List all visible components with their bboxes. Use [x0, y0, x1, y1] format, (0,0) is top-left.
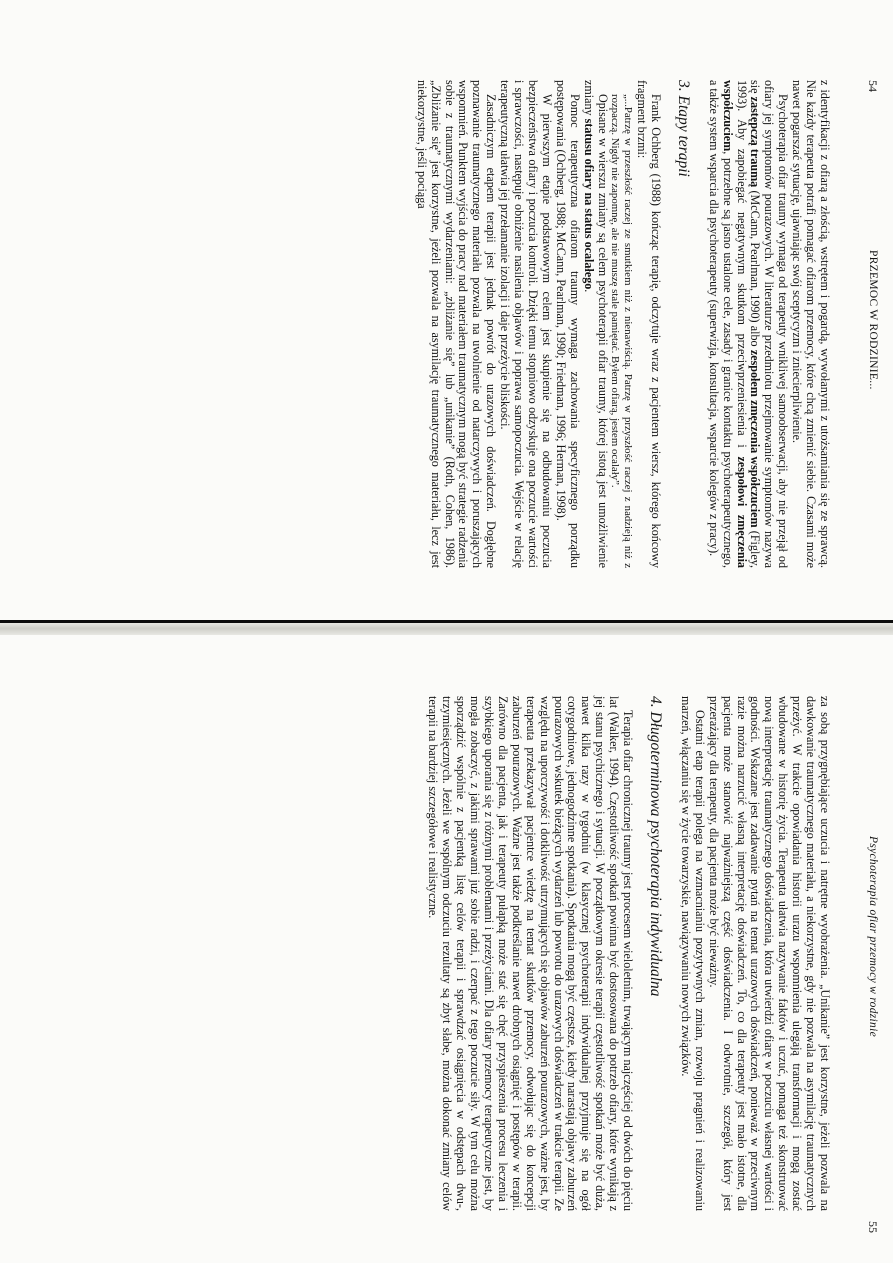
paragraph: W pierwszym etapie podstawowym celem jest skupienie się na odbudowaniu poczucia bezpieczeństwa ofiary i poczucia kontroli. Dzięki temu stopniowo odzyskuje ona poczucie wartości i sprawczości, następuje obniżenie nasilenia objawów i poprawa samopoczucia. Wejście w relację terapeutyczną ułatwia jej przełamanie izolacji i daje przeżycie bliskości. [498, 80, 554, 568]
right-page [0, 636, 893, 1263]
paragraph [581, 80, 609, 568]
paragraph [706, 80, 789, 568]
section-title-3: 3. Etapy terapii [674, 80, 692, 177]
paragraph-text: Pomoc terapeutyczna ofiarom traumy wymaga zachowania specyficznego porządku postępowania (Ochberg, 1988; McCann, Pearlman, 1990; Friedman, 1996; Herman, 1998). [553, 80, 582, 568]
book-gutter [0, 623, 893, 635]
paragraph: za sobą przygnębiające uczucia i natrętne wyobrażenia. „Unikanie” jest korzystne, jeżeli pozwala na dawkowanie traumatycznego materiału, a niekorzystne, gdy nie pozwala na asymilację traumatycznych przeżyć. W trakcie opowiadania historii urazu wspomnienia ulegają transformacji i mogą zostać wbudowane w historię życia. Terapeuta ułatwia nazywanie faktów i uczuć, pomaga też skonstruować nową interpretację traumatycznego doświadczenia, która utwierdzi ofiarę w poczuciu własnej wartości i godności. Wskazane jest zadawanie pytań na temat urazowych doświadczeń, ponieważ w przeciwnym razie można narzucić własną interpretację doświadczeń. To, co dla terapeuty jest mało istotne, dla pacjenta może stanowić najważniejszą część doświadczenia. I odwrotnie, szczegół, który jest przerażający dla terapeuty, dla pacjenta może być nieważny. [706, 696, 832, 1211]
paragraph: Ostatni etap terapii polega na wzmacnianiu pozytywnych zmian, rozwoju pragnień i realizowaniu marzeń, włączaniu się w życie towarzyskie, nawiązywaniu nowych związków. [678, 696, 707, 1211]
paragraph: Terapia ofiar chronicznej traumy jest procesem wieloletnim, trwającym najczęściej od dwóch do pięciu lat (Walker, 1994). Częstotliwość spotkań powinna być dostosowana do potrzeb ofiary, które wynikają z jej stanu psychicznego i sytuacji. W początkowym okresie terapii częstotliwość spotkań może być duża, nawet kilka razy w tygodniu (w klasycznej psychoterapii indywidualnej przyjmuje się na ogół cotygodniowe, jednogodzinne spotkania). Spotkania mogą być częstsze, kiedy narastają objawy zaburzeń pourazowych wskutek bieżących wydarzeń lub powrotu do urazowych doświadczeń w trakcie terapii. Ze względu na uporczywość i dotkliwość utrzymujących się objawów zaburzeń pourazowych, ważne jest, by terapeuta przekazywał pacjentce wiedzę na temat skutków przemocy, odwołując się do koncepcji zaburzeń pourazowych. Ważne jest także podkreślanie nawet drobnych osiągnięć i postępów w terapii. Zarówno dla pacjenta, jak i terapeuty pułapką może stać się chęć przyspieszenia procesu leczenia i szybkiego uporania się z różnymi problemami i przeżyciami. Dla ofiary przemocy terapeutyczne jest, by mogła zobaczyć, z jakimi sprawami już sobie radzi, i czerpać z tego poczucie siły. W tym celu można sporządzić wspólnie z pacjentką listę celów terapii i sprawdzać osiągnięcia w odstępach dwu-, trzymiesięcznych. Jeżeli we wspólnym odczuciu rezultaty są zbyt słabe, można dokonać zmiany celów terapii na bardziej szczegółowe i realistyczne. [426, 696, 636, 1211]
section-title-4: 4. Długoterminowa psychoterapia indywidualna [647, 696, 665, 997]
page-number-right: 55 [866, 1221, 880, 1233]
poem-quote: „...Patrzę w przeszłość raczej ze smutkiem niż z nienawiścią. Patrzę w przyszłość raczej z nadzieją niż z rozpaczą. Nigdy nie zapomnę, ale nie muszę stale pamiętać. Byłem ofiarą, jestem ocalały”. [609, 94, 635, 568]
right-page-body [426, 696, 831, 1211]
page-number-left: 54 [866, 80, 880, 92]
gutter-shadow-line [0, 620, 893, 623]
running-head-right: Psychoterapia ofiar przemocy w rodzinie [867, 836, 879, 1038]
paragraph: Zasadniczym etapem terapii jest jednak powrót do urazowych doświadczeń. Dogłębne poznawanie traumatycznego materiału pozwala na uwolnienie od natarczywych i poruszających wspomnień. Punktem wyjścia do pracy nad materiałem traumatycznym mogą być strategie radzenia sobie z traumatycznymi wydarzeniami: „zbliżanie się” lub „unikanie” (Roth, Cohen, 1986). „Zbliżanie się” jest korzystne, jeżeli pozwala na asymilację traumatycznego materiału, lecz jest niekorzystne, jeśli pociąga [414, 80, 499, 568]
paragraph-text: Opisane w wierszu zmiany są celem psychoterapii ofiar traumy, której istotą jest umożliwienie zmiany statusu ofiary na status ocalałego. [581, 80, 610, 568]
paragraph-text: Psychoterapia ofiar traumy wymaga od terapeuty wnikliwej samoobserwacji, aby nie przejął od ofiary jej symptomów pourazowych. W literaturze przedmiotu przejmowanie symptomów nazywa się zastępczą traumą (McCann, Pearlman, 1990) albo zespołem zmęczenia współczuciem (Figley, 1993). Aby zapobiegać negatywnym skutkom przeciwprzeniesienia i zespołowi zmęczenia współczuciem, potrzebne są jasno ustalone cele, zasady i granice kontaktu psychoterapeutycznego, a także system wsparcia dla psychoterapeuty (superwizja, konsultacja, wsparcie kolegów z pracy). [706, 80, 791, 568]
paragraph [553, 80, 581, 568]
paragraph: Frank Ochberg (1988) kończąc terapię, odczytuje wraz z pacjentem wiersz, którego końcowy fragment brzmi: [635, 80, 663, 568]
left-page [0, 0, 893, 628]
paragraph: z identyfikacji z ofiarą a złością, wstrętem i pogardą, wywołanymi z utożsamiania się ze sprawcą. Nie każdy terapeuta potrafi pomagać ofiarom przemocy, które chcą zmienić siebie. Czasami może nawet pogarszać sytuację, ujawniając swój sceptycyzm i zniecierpliwienie. [790, 80, 832, 568]
left-page-body [414, 80, 831, 568]
running-head-left: PRZEMOC W RODZINIE... [867, 250, 879, 390]
